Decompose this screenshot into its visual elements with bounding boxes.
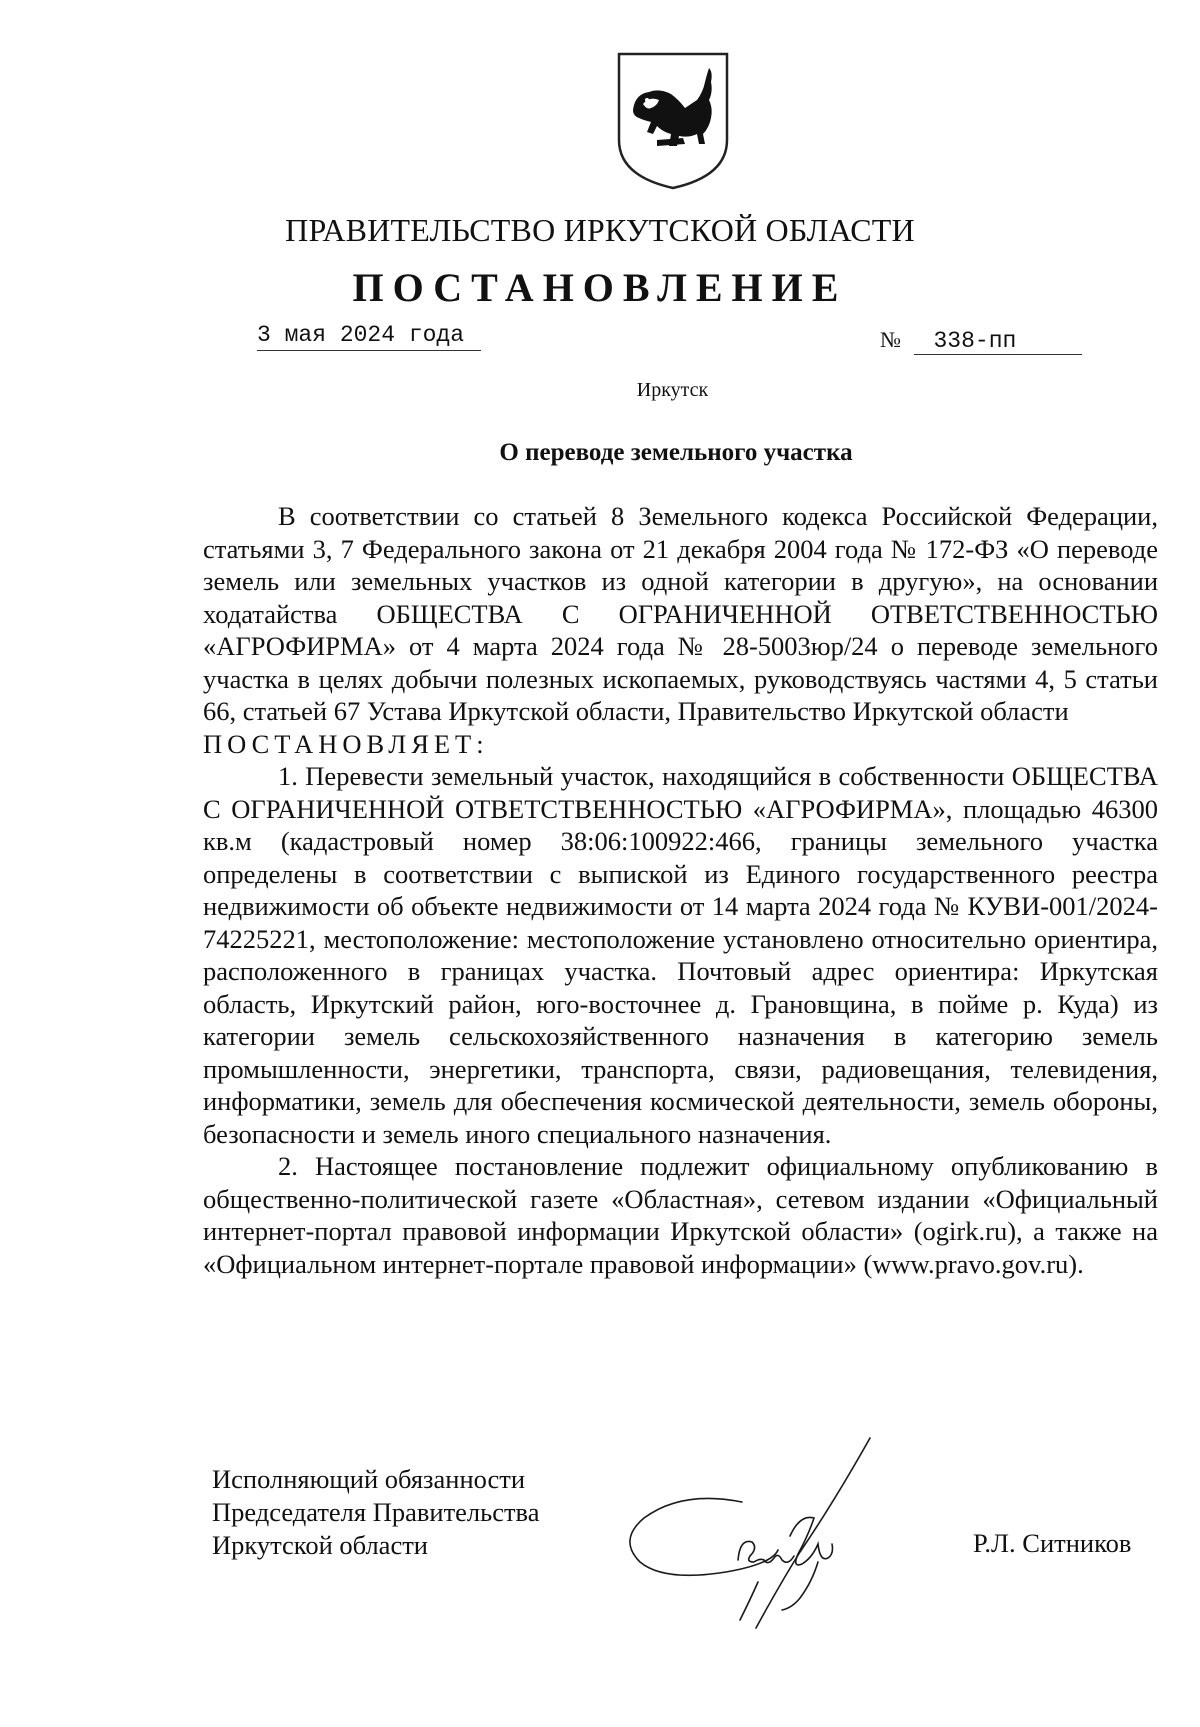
- signatory-position-line: Иркутской области: [212, 1530, 428, 1560]
- signatory-position: [212, 1463, 540, 1562]
- organization-title: ПРАВИТЕЛЬСТВО ИРКУТСКОЙ ОБЛАСТИ: [285, 212, 915, 248]
- document-subject: О переводе земельного участка: [499, 439, 853, 466]
- item-1-paragraph: 1. Перевести земельный участок, находящийся в собственности ОБЩЕСТВА С ОГРАНИЧЕННОЙ ОТВЕТСТВЕННОСТЬЮ «АГРОФИРМА», площадью 46300 кв.м (кадастровый номер 38:06:100922:466, границы земельного участка определены в соответствии с выпиской из Единого государственного реестра недвижимости об объекте недвижимости от 14 марта 2024 года № КУВИ-001/2024-74225221, местоположение: местоположение установлено относительно ориентира, расположенного в границах участка. Почтовый адрес ориентира: Иркутская область, Иркутский район, юго-восточнее д. Грановщина, в пойме р. Куда) из категории земель сельскохозяйственного назначения в категорию земель промышленности, энергетики, транспорта, связи, радиовещания, телевидения, информатики, земель для обеспечения космической деятельности, земель обороны, безопасности и земель иного специального назначения.: [203, 761, 1158, 1149]
- preamble-paragraph: В соответствии со статьей 8 Земельного кодекса Российской Федерации, статьями 3, 7 Федерального закона от 21 декабря 2004 года № 172-ФЗ «О переводе земель или земельных участков из одной категории в другую», на основании ходатайства ОБЩЕСТВА С ОГРАНИЧЕННОЙ ОТВЕТСТВЕННОСТЬЮ «АГРОФИРМА» от 4 марта 2024 года № 28-5003юр/24 о переводе земельного участка в целях добычи полезных ископаемых, руководствуясь частями 4, 5 статьи 66, статьей 67 Устава Иркутской области, Правительство Иркутской области: [203, 501, 1158, 726]
- document-date: 3 мая 2024 года: [257, 322, 481, 351]
- number-sign: №: [880, 327, 901, 352]
- item-2-paragraph: 2. Настоящее постановление подлежит официальному опубликованию в общественно-политической газете «Областная», сетевом издании «Официальный интернет-портал правовой информации Иркутской области» (ogirk.ru), а также на «Официальном интернет-портале правовой информации» (www.pravo.gov.ru).: [203, 1151, 1158, 1279]
- document-type-title: ПОСТАНОВЛЕНИЕ: [352, 265, 848, 310]
- decree-word: ПОСТАНОВЛЯЕТ:: [203, 728, 489, 759]
- coat-of-arms-emblem: [613, 48, 733, 193]
- signatory-position-line: Председателя Правительства: [212, 1497, 540, 1527]
- document-number: 338-пп: [914, 328, 1082, 355]
- document-number-line: [880, 327, 1082, 355]
- handwritten-signature: [622, 1432, 932, 1640]
- signatory-position-line: Исполняющий обязанности: [212, 1464, 526, 1494]
- issuing-city: Иркутск: [636, 379, 709, 401]
- document-body: [203, 500, 1158, 1280]
- signer-name: Р.Л. Ситников: [973, 1528, 1132, 1558]
